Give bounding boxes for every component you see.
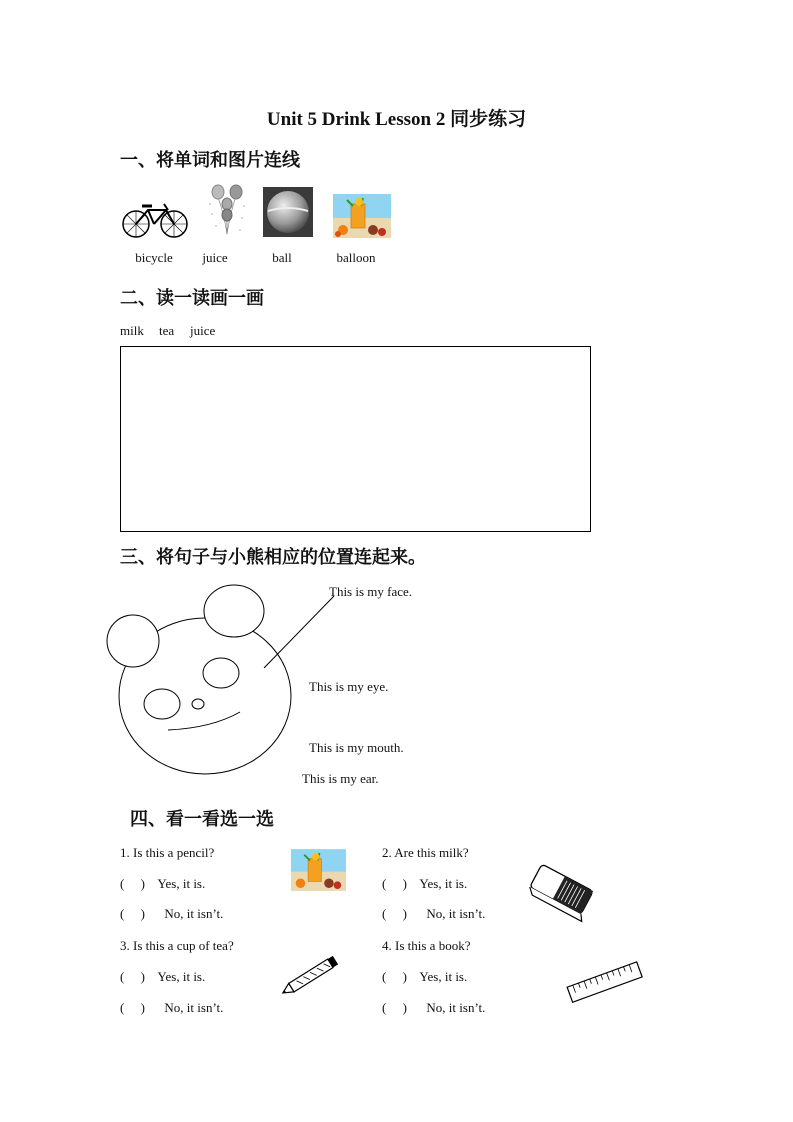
ball-picture bbox=[263, 187, 313, 237]
draw-word-milk: milk bbox=[120, 323, 144, 338]
bear-left-eye bbox=[144, 689, 180, 719]
draw-word-tea: tea bbox=[159, 323, 175, 338]
word-bicycle: bicycle bbox=[135, 250, 173, 265]
draw-word-juice: juice bbox=[190, 323, 216, 338]
word-juice: juice bbox=[202, 250, 228, 265]
eraser-picture bbox=[528, 862, 594, 918]
ruler-picture bbox=[566, 960, 644, 1006]
pencil-picture bbox=[278, 958, 342, 994]
balloons-picture bbox=[206, 184, 248, 238]
question-2-answer-yes[interactable]: ( ) Yes, it is. bbox=[382, 876, 468, 891]
question-3-answer-no[interactable]: ( ) No, it isn’t. bbox=[120, 1000, 224, 1015]
bear-nose bbox=[192, 699, 204, 709]
sentence-ear: This is my ear. bbox=[302, 771, 379, 786]
juice-picture bbox=[333, 194, 391, 238]
sentence-eye: This is my eye. bbox=[309, 679, 389, 694]
question-2-answer-no[interactable]: ( ) No, it isn’t. bbox=[382, 906, 486, 921]
juice-picture bbox=[291, 849, 346, 891]
question-2: 2. Are this milk? bbox=[382, 845, 469, 860]
bear-right-eye bbox=[203, 658, 239, 688]
section2-heading: 二、读一读画一画 bbox=[120, 288, 264, 309]
question-1-answer-yes[interactable]: ( ) Yes, it is. bbox=[120, 876, 206, 891]
section3-heading: 三、将句子与小熊相应的位置连起来。 bbox=[120, 547, 426, 568]
bear-left-ear bbox=[107, 615, 159, 667]
question-4-answer-yes[interactable]: ( ) Yes, it is. bbox=[382, 969, 468, 984]
sentence-face: This is my face. bbox=[329, 584, 413, 599]
sentence-mouth: This is my mouth. bbox=[309, 740, 404, 755]
question-4: 4. Is this a book? bbox=[382, 938, 471, 953]
question-4-answer-no[interactable]: ( ) No, it isn’t. bbox=[382, 1000, 486, 1015]
question-3-answer-yes[interactable]: ( ) Yes, it is. bbox=[120, 969, 206, 984]
page-title: Unit 5 Drink Lesson 2 同步练习 bbox=[266, 109, 527, 130]
question-1-answer-no[interactable]: ( ) No, it isn’t. bbox=[120, 906, 224, 921]
drawing-box[interactable] bbox=[120, 346, 591, 532]
section1-heading: 一、将单词和图片连线 bbox=[120, 150, 300, 171]
bicycle-picture bbox=[120, 200, 190, 240]
section4-heading: 四、看一看选一选 bbox=[130, 809, 274, 830]
word-ball: ball bbox=[272, 250, 292, 265]
question-1: 1. Is this a pencil? bbox=[120, 845, 215, 860]
bear-right-ear bbox=[204, 585, 264, 637]
match-line-face bbox=[264, 596, 334, 668]
word-balloon: balloon bbox=[336, 250, 376, 265]
question-3: 3. Is this a cup of tea? bbox=[120, 938, 234, 953]
